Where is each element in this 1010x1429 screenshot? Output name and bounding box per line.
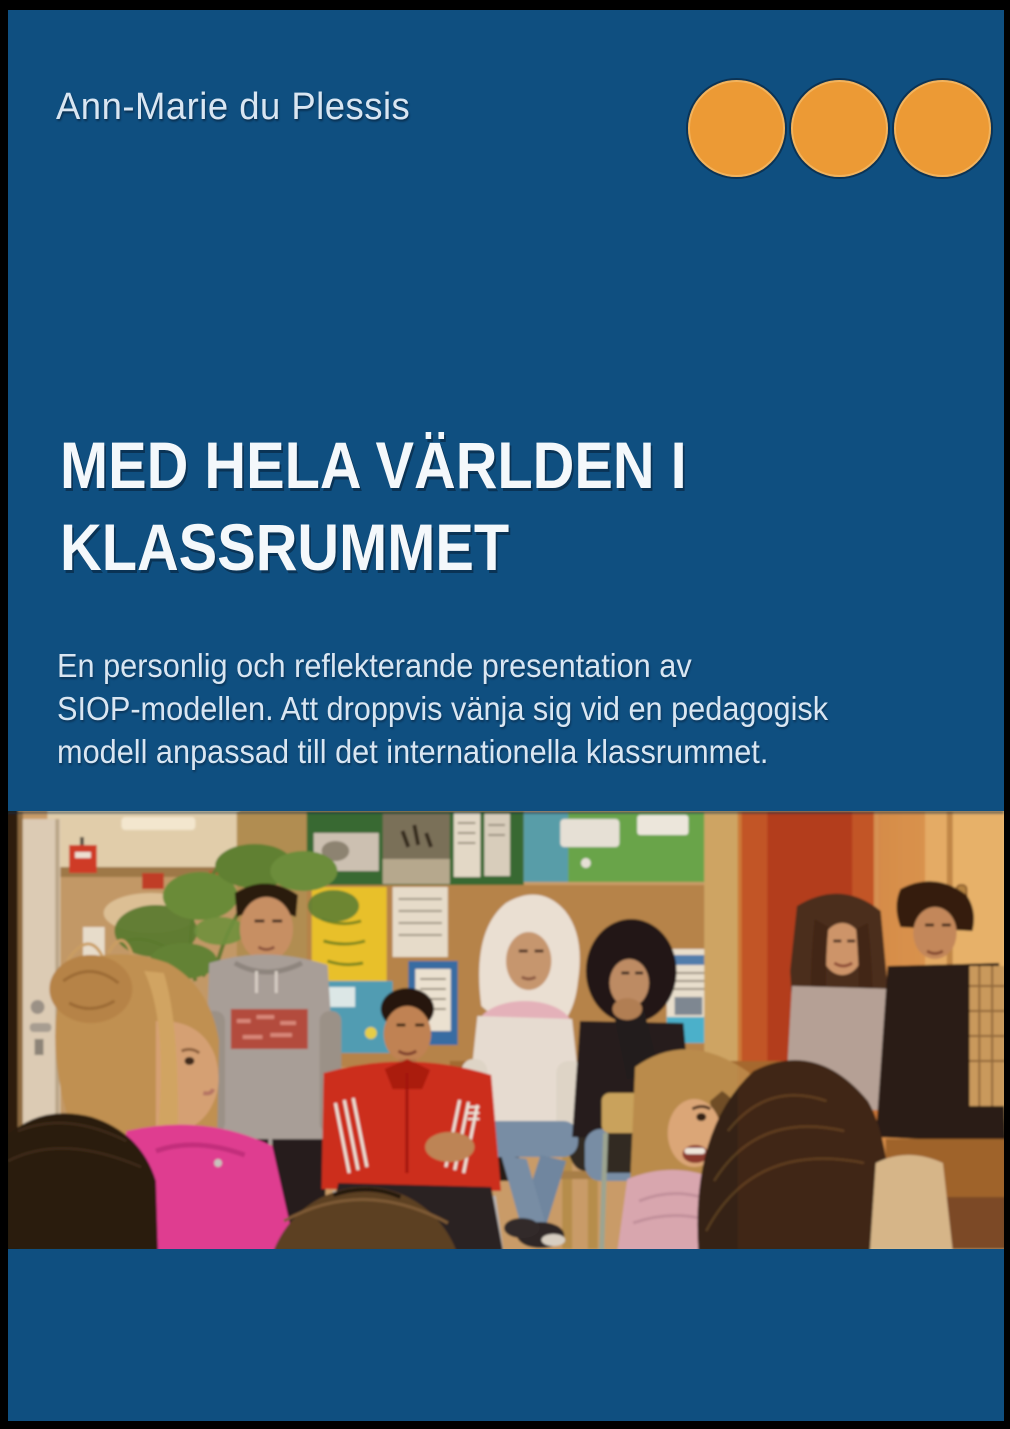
book-title [60,424,687,588]
publisher-logo-dots [688,80,991,177]
title-line-2: KLASSRUMMET [60,510,510,584]
photo-top-edge [8,811,1004,814]
orange-dot [688,80,785,177]
book-subtitle [57,644,828,773]
subtitle-line-3: modell anpassad till det internationella klassrummet. [57,733,769,770]
subtitle-line-1: En personlig och reflekterande presentation av [57,647,692,684]
classroom-photo [8,811,1004,1249]
title-line-1: MED HELA VÄRLDEN I [60,428,687,502]
subtitle-line-2: SIOP-modellen. Att droppvis vänja sig vid en pedagogisk [57,690,829,727]
orange-dot [894,80,991,177]
author-name: Ann-Marie du Plessis [56,86,411,128]
orange-dot [791,80,888,177]
warm-tint-right [738,811,1004,1249]
